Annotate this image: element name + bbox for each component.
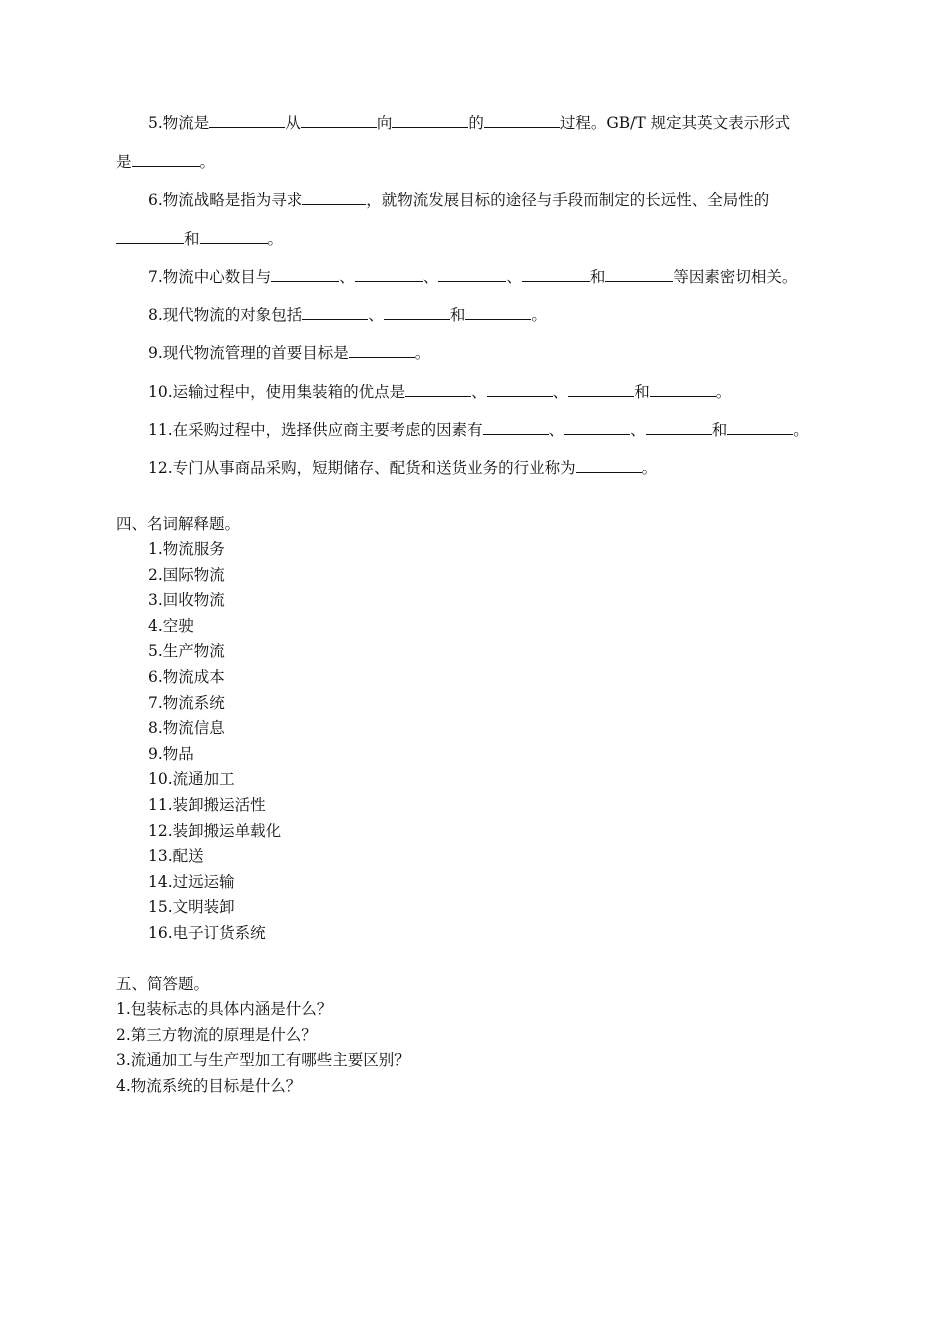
answer-blank[interactable]: [605, 266, 673, 282]
term-item: 5.生产物流: [148, 642, 225, 661]
question-text: 6.物流战略是指为寻求: [148, 191, 303, 209]
question-text: 和: [711, 421, 728, 439]
separator: 、: [552, 383, 569, 401]
question-text: 12.专门从事商品采购，短期储存、配货和送货业务的行业称为: [148, 459, 576, 477]
question-text: 9.现代物流管理的首要目标是: [148, 344, 349, 362]
answer-blank[interactable]: [355, 266, 423, 282]
answer-blank[interactable]: [116, 228, 184, 244]
answer-blank[interactable]: [487, 381, 553, 397]
question-text: 和: [449, 306, 466, 324]
term-item: 8.物流信息: [148, 719, 225, 738]
answer-blank[interactable]: [301, 112, 377, 128]
separator: 、: [471, 383, 487, 401]
answer-blank[interactable]: [392, 112, 468, 128]
answer-blank[interactable]: [568, 381, 634, 397]
question-text: 。: [531, 306, 547, 324]
question-text: 向: [376, 114, 393, 132]
answer-blank[interactable]: [576, 457, 642, 473]
separator: 、: [339, 268, 355, 286]
question-12: [148, 457, 657, 478]
question-7: [148, 266, 797, 287]
answer-blank[interactable]: [646, 419, 712, 435]
answer-blank[interactable]: [650, 381, 716, 397]
term-item: 6.物流成本: [148, 668, 225, 686]
question-text: 5.物流是: [148, 114, 210, 132]
question-text: 。: [793, 421, 809, 439]
term-item: 16.电子订货系统: [148, 924, 266, 942]
answer-blank[interactable]: [484, 112, 560, 128]
answer-blank[interactable]: [483, 419, 549, 435]
question-text: 等因素密切相关。: [673, 268, 798, 286]
separator: 、: [368, 306, 384, 324]
answer-blank[interactable]: [271, 266, 339, 282]
question-5-line-1: [148, 112, 790, 133]
short-answer-question: 3.流通加工与生产型加工有哪些主要区别？: [116, 1051, 410, 1069]
question-text: 的: [468, 114, 484, 132]
question-text: 过程。GB/T 规定其英文表示形式: [559, 114, 791, 132]
question-text: 和: [634, 383, 650, 401]
separator: 、: [548, 421, 565, 439]
question-5-line-2: [116, 151, 215, 172]
question-6-line-1: [148, 189, 769, 210]
section-5-heading: 五、简答题。: [116, 975, 210, 993]
question-text: 。: [267, 230, 284, 248]
term-item: 13.配送: [148, 847, 204, 866]
term-item: 15.文明装卸: [148, 898, 235, 917]
separator: 、: [422, 268, 439, 286]
question-text: 。: [641, 459, 658, 477]
answer-blank[interactable]: [465, 304, 531, 320]
term-item: 14.过远运输: [148, 872, 235, 891]
term-item: 12.装卸搬运单载化: [148, 821, 282, 840]
term-item: 11.装卸搬运活性: [148, 796, 266, 814]
question-text: 11.在采购过程中，选择供应商主要考虑的因素有: [148, 421, 483, 439]
term-item: 9.物品: [148, 744, 194, 763]
question-text: 和: [589, 268, 606, 286]
question-text: 从: [285, 114, 301, 132]
answer-blank[interactable]: [200, 228, 268, 244]
answer-blank[interactable]: [727, 419, 793, 435]
answer-blank[interactable]: [384, 304, 450, 320]
term-item: 1.物流服务: [148, 540, 225, 558]
short-answer-question: 4.物流系统的目标是什么？: [116, 1076, 302, 1095]
answer-blank[interactable]: [302, 189, 366, 205]
answer-blank[interactable]: [302, 304, 368, 320]
term-item: 10.流通加工: [148, 770, 235, 789]
question-text: 。: [199, 153, 216, 171]
answer-blank[interactable]: [209, 112, 285, 128]
question-text: 8.现代物流的对象包括: [148, 306, 303, 324]
question-8: [148, 304, 547, 325]
term-item: 7.物流系统: [148, 693, 225, 712]
short-answer-question: 1.包装标志的具体内涵是什么？: [116, 1000, 333, 1018]
short-answer-question: 2.第三方物流的原理是什么？: [116, 1025, 317, 1044]
answer-blank[interactable]: [438, 266, 506, 282]
question-text: 和: [184, 230, 200, 248]
question-9: [148, 342, 430, 363]
term-item: 3.回收物流: [148, 591, 225, 610]
answer-blank[interactable]: [132, 151, 200, 167]
answer-blank[interactable]: [349, 342, 415, 358]
question-text: 。: [414, 344, 431, 362]
question-text: 10.运输过程中，使用集装箱的优点是: [148, 383, 406, 401]
question-6-line-2: [116, 228, 283, 249]
term-item: 2.国际物流: [148, 565, 225, 584]
answer-blank[interactable]: [564, 419, 630, 435]
answer-blank[interactable]: [405, 381, 471, 397]
question-text: 是: [116, 153, 132, 171]
section-4-heading: 四、名词解释题。: [116, 515, 241, 533]
question-text: 7.物流中心数目与: [148, 268, 272, 286]
separator: 、: [506, 268, 522, 286]
term-item: 4.空驶: [148, 616, 194, 635]
separator: 、: [630, 421, 646, 439]
question-10: [148, 381, 731, 402]
question-text: 。: [715, 383, 732, 401]
question-11: [148, 419, 809, 440]
question-text: ，就物流发展目标的途径与手段而制定的长远性、全局性的: [366, 191, 770, 209]
answer-blank[interactable]: [522, 266, 590, 282]
